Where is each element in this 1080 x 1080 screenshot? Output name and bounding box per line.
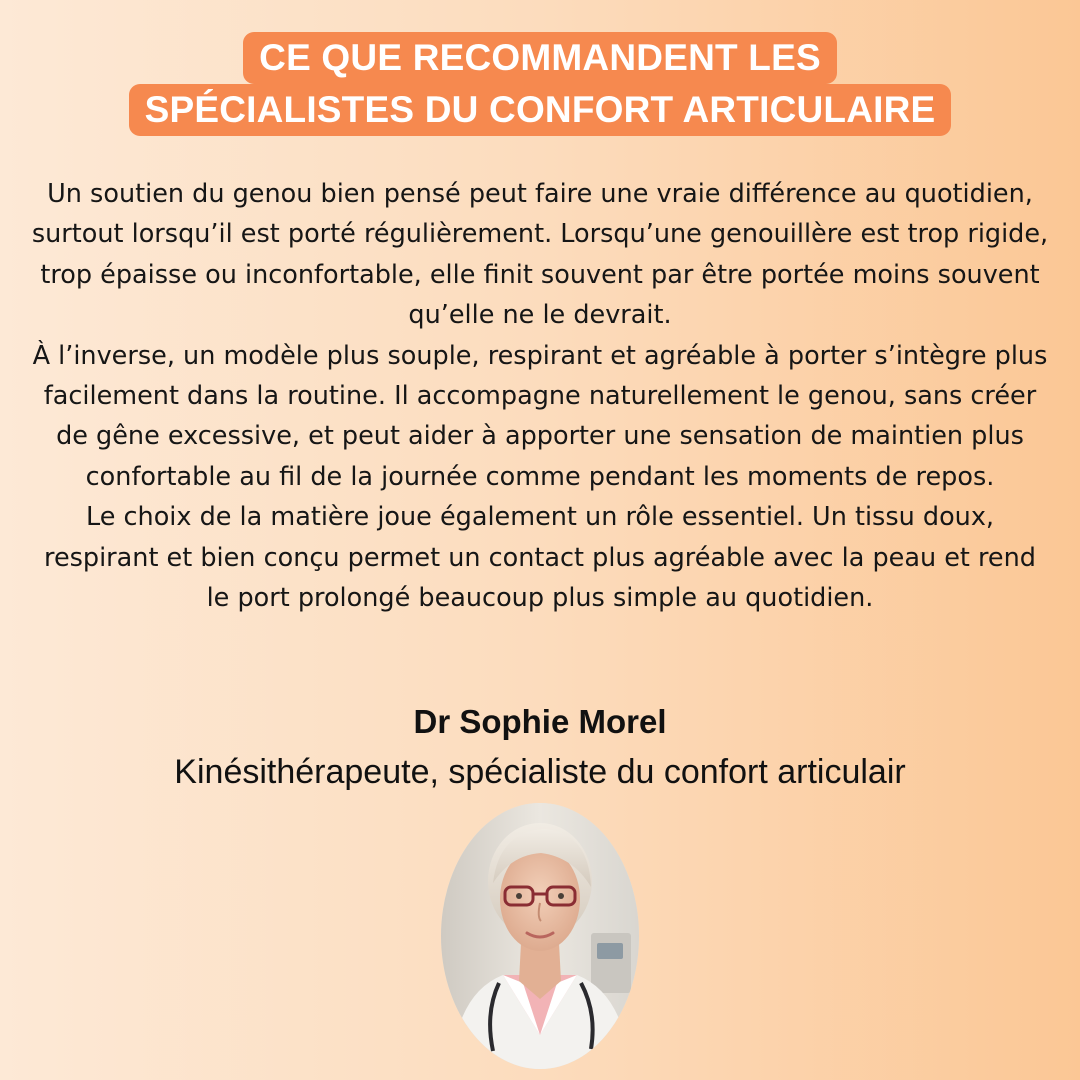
paragraph-3: Le choix de la matière joue également un rôle essentiel. Un tissu doux, respirant et bien conçu permet un contact plus agréable avec la peau et rend le port prolongé beaucoup plus simple au quotidien.: [44, 502, 1036, 614]
title-line-2: SPÉCIALISTES DU CONFORT ARTICULAIRE: [129, 84, 952, 136]
paragraph-2: À l’inverse, un modèle plus souple, respirant et agréable à porter s’intègre plus facilement dans la routine. Il accompagne naturellement le genou, sans créer de gêne excessive, et peut aider à apporter une sensation de maintien plus confortable au fil de la journée comme pendant les moments de repos.: [32, 340, 1048, 492]
title-line-1: CE QUE RECOMMANDENT LES: [243, 32, 837, 84]
author-name: Dr Sophie Morel: [413, 703, 667, 740]
author-role: Kinésithérapeute, spécialiste du confort articulair: [174, 753, 906, 791]
paragraph-1: Un soutien du genou bien pensé peut faire une vraie différence au quotidien, surtout lorsqu’il est porté régulièrement. Lorsqu’une genouillère est trop rigide, trop épaisse ou inconfortable, elle finit souvent par être portée moins souvent qu’elle ne le devrait.: [31, 179, 1049, 331]
portrait-illustration: [441, 803, 639, 1069]
body-text: [30, 174, 1050, 618]
author-portrait: [441, 803, 639, 1069]
page-title: [0, 32, 1080, 136]
